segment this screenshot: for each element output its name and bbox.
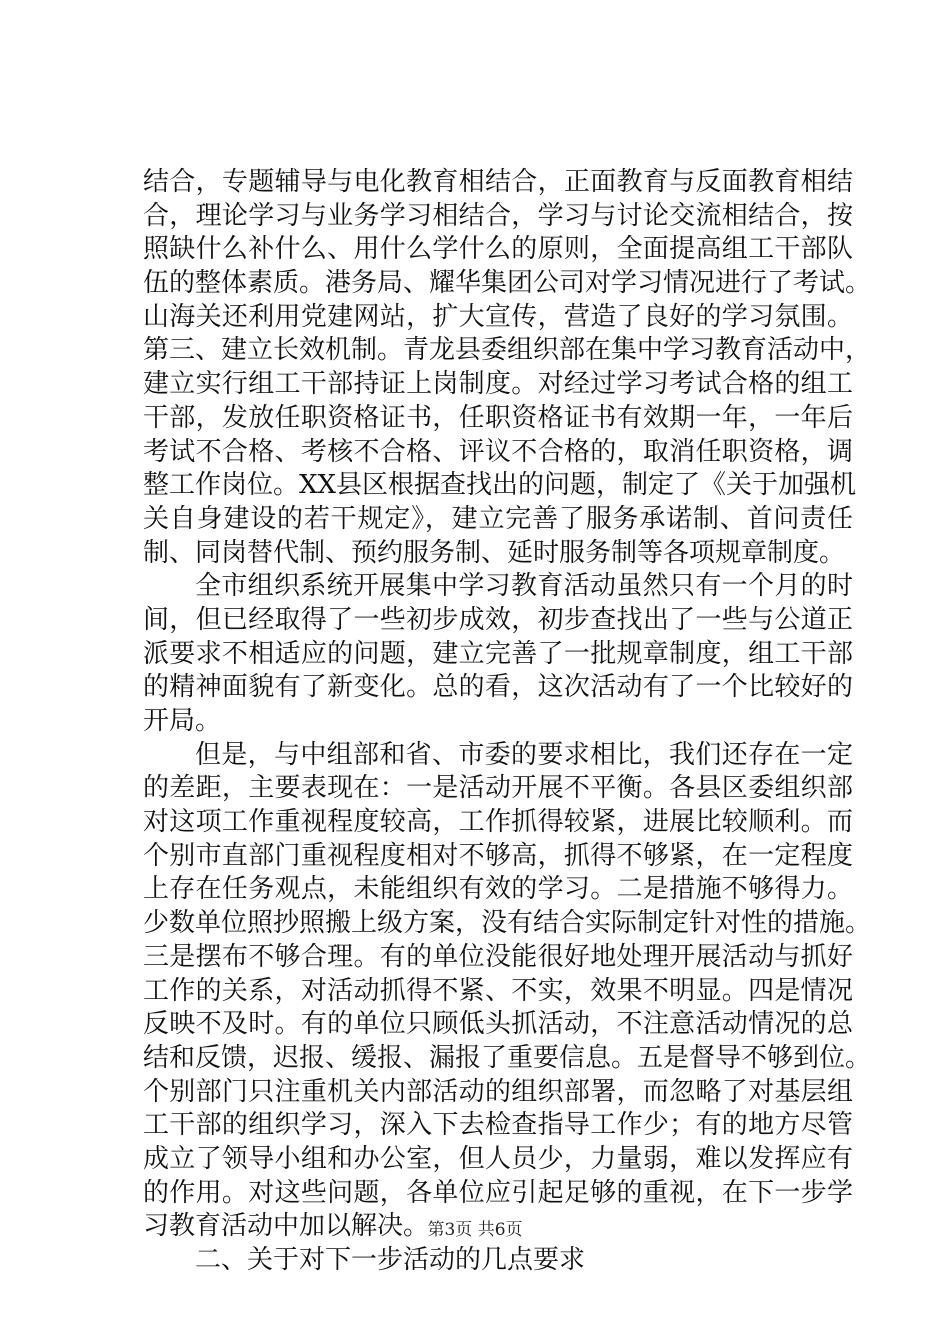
text-line: 个别部门只注重机关内部活动的组织部署，而忽略了对基层组 bbox=[143, 1076, 853, 1107]
text-line: 的作用。对这些问题，各单位应引起足够的重视，在下一步学 bbox=[143, 1177, 853, 1208]
text-line: 的差距，主要表现在：一是活动开展不平衡。各县区委组织部 bbox=[143, 773, 853, 804]
text-line: 建立实行组工干部持证上岗制度。对经过学习考试合格的组工 bbox=[143, 369, 853, 400]
text-line: 的精神面貌有了新变化。总的看，这次活动有了一个比较好的 bbox=[143, 672, 853, 703]
section-heading: 二、关于对下一步活动的几点要求 bbox=[195, 1245, 586, 1275]
text-line: 工作的关系，对活动抓得不紧、不实，效果不明显。四是情况 bbox=[143, 975, 853, 1006]
page-number-footer: 第3页 共6页 bbox=[427, 1220, 523, 1240]
text-line: 三是摆布不够合理。有的单位没能很好地处理开展活动与抓好 bbox=[143, 941, 853, 972]
text-line: 对这项工作重视程度较高，工作抓得较紧，进展比较顺利。而 bbox=[143, 807, 853, 838]
text-line: 伍的整体素质。港务局、耀华集团公司对学习情况进行了考试。 bbox=[143, 268, 872, 299]
text-line: 制、同岗替代制、预约服务制、延时服务制等各项规章制度。 bbox=[143, 537, 846, 568]
text-line: 结合，专题辅导与电化教育相结合，正面教育与反面教育相结 bbox=[143, 167, 853, 197]
text-line: 山海关还利用党建网站，扩大宣传，营造了良好的学习氛围。 bbox=[143, 301, 853, 332]
paragraph-first-line: 全市组织系统开展集中学习教育活动虽然只有一个月的时 bbox=[195, 571, 853, 602]
document-body bbox=[143, 166, 872, 1278]
text-line: 反映不及时。有的单位只顾低头抓活动，不注意活动情况的总 bbox=[143, 1009, 853, 1040]
text-line: 习教育活动中加以解决。 bbox=[143, 1211, 430, 1242]
text-line: 工干部的组织学习，深入下去检查指导工作少；有的地方尽管 bbox=[143, 1110, 853, 1141]
text-line: 干部，发放任职资格证书，任职资格证书有效期一年，一年后 bbox=[143, 402, 853, 433]
text-line: 上存在任务观点，未能组织有效的学习。二是措施不够得力。 bbox=[143, 874, 853, 905]
text-line: 结和反馈，迟报、缓报、漏报了重要信息。五是督导不够到位。 bbox=[143, 1042, 872, 1073]
text-line: 第三、建立长效机制。青龙县委组织部在集中学习教育活动中， bbox=[143, 335, 872, 366]
text-line: 合，理论学习与业务学习相结合，学习与讨论交流相结合，按 bbox=[143, 200, 853, 231]
text-line: 少数单位照抄照搬上级方案，没有结合实际制定针对性的措施。 bbox=[143, 908, 872, 939]
paragraph-first-line: 但是，与中组部和省、市委的要求相比，我们还存在一定 bbox=[195, 739, 853, 770]
text-line: 派要求不相适应的问题，建立完善了一批规章制度，组工干部 bbox=[143, 638, 853, 669]
text-line: 间，但已经取得了一些初步成效，初步查找出了一些与公道正 bbox=[143, 604, 853, 635]
text-line: 成立了领导小组和办公室，但人员少，力量弱，难以发挥应有 bbox=[143, 1143, 853, 1174]
text-line: 照缺什么补什么、用什么学什么的原则，全面提高组工干部队 bbox=[143, 234, 853, 265]
text-line: 关自身建设的若干规定》，建立完善了服务承诺制、首问责任 bbox=[143, 503, 853, 534]
text-line: 开局。 bbox=[143, 706, 222, 736]
text-line: 个别市直部门重视程度相对不够高，抓得不够紧，在一定程度 bbox=[143, 840, 853, 871]
text-line: 整工作岗位。XX县区根据查找出的问题，制定了《关于加强机 bbox=[143, 470, 857, 501]
text-line: 考试不合格、考核不合格、评议不合格的，取消任职资格，调 bbox=[143, 436, 853, 467]
